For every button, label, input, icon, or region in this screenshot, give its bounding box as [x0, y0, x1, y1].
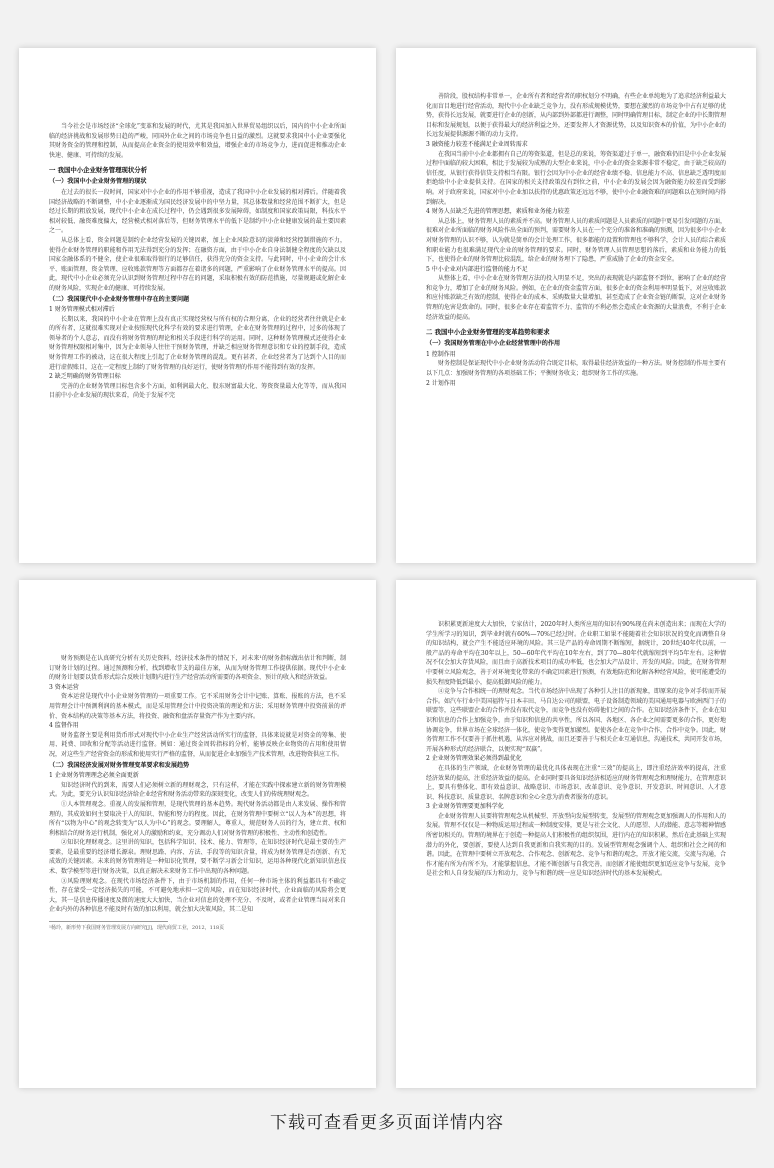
body-paragraph: 从总体上看，资金问题是制约企业经营发展的关键因素，加上企业风险意识的淡薄和经营控制措施的不力，使得企业财务管理的职能和作用无法得到充分的发挥；在融资方面，由于中小企业自身法制健全程度的欠缺以及国家金融体系的不健全，使企业很难取得银行的足够信任，获得充分的资金支持。与此同时，中小企业的会计水平、账面管理、资金管理、应收账款管理等方面都存在着诸多的问题，严重影响了企业财务管理水平的提高。因此，现代中小企业必须充分认识到财务管理过程中存在的问题，采取积极有效的防范措施，尽量规避或化解企业的财务风险，实现企业的健康、可持续发展。 — [49, 236, 346, 292]
numbered-heading: 3 融资能力较差不能满足企业周转需求 — [426, 140, 528, 148]
numbered-heading: 2 计划作用 — [426, 379, 456, 387]
body-paragraph: ①人本管理观念。重视人的发展和管理，是现代管理的基本趋势。现代财务活动都是由人来发展、操作和管理的，其成效如何主要取决于人的知识、智能和努力的程度。因此，在财务管理中要树立“以人为本”的思想，将所有“以物为中心”的观念转变为“以人为中心”的观念。要理解人，尊重人，规范财务人员的行为，建立责、权和利相结合的财务运行机制，强化对人的激励和约束，充分调动人们对财务管理的积极性、主动性和创造性。 — [49, 800, 346, 837]
document-page-2 — [396, 48, 756, 563]
body-paragraph: 从总体上，财务管理人员的素质并不高。财务管理人员的素质问题是人员素质的问题中更易引发问题的方面，很难对企业所面临的财务风险作出全面的预判，需要财务人员在一个充分的准备和准确的预测，因为很多中小企业对财务管理的认识不够，认为就是简单的会计处理工作，很多都能的设置和管理也不够科学，会计人员的综合素质和职业能力也很难满足现代企业的财务管理的要求。同时，财务管理人员管理思想的落后，素质和业务能力的低下，也使得企业的财务管理比较混乱，给企业的财务埋下了隐患，严重威胁了企业的资金安全。 — [426, 217, 727, 264]
body-paragraph: 善阶段，股权结构非常单一，企业所有者和经营者的职权划分不明确，有些企业单纯地为了追求经济利益最大化而盲目地进行经营活动，现代中小企业缺乏竞争力，没有形成规模优势，要想在激烈的市场竞争中占有足够的优势，获得长远发展，就要进行企业的创新，从内部到外部都进行调整，同时明确管理目标，制定企业的中长期管理目标和发展规划，以便于获得最大的经济利益之外，还要发挥人才资源优势，以及知识资本的价值，为中小企业的长远发展提供源源不断的动力支持。 — [426, 93, 727, 139]
document-page-1 — [19, 48, 376, 563]
subsection-heading: （二）我国经济发展对财务管理变革要求和发展趋势 — [49, 761, 190, 769]
body-paragraph: ③风险理财观念。在现代市场经济条件下，由于市场机制的作用，任何一种市场主体的利益都具有不确定性，存在蒙受一定经济损失的可能，不可避免地承担一定的风险，而在知识经济时代，企业面临的风险将会更大，其一是信息传播速度及微的速度大大加快，当企业对信息的处理不充分、不及时，或者企业管理当局对来自企业内外的各种信息不能及时有效的加以利用，就会加大决策风险，其二是知 — [49, 877, 346, 914]
section-heading: 二 我国中小企业财务管理的变革趋势和要求 — [426, 328, 550, 337]
numbered-heading: 1 企业财务管理理念必须全面更新 — [49, 772, 139, 780]
footnote-divider — [49, 921, 168, 922]
body-paragraph: 财务预测是在认真研究分析有关历史资料，经济技术条件的情况下，对未来¹的财务指标做出估计和判断，制订财务计划的过程。通过预测和分析，找到增收节支的最佳方案，从而为财务管理工作提供依据。现代中小企业的财务计划要以货币形式综合反映计划期内进行生产经营活动所需要的各项资金、预计的收入和经济效益。 — [49, 655, 346, 682]
body-paragraph: 资本运营是现代中小企业财务管理的一项重要工作。它不采用财务会计中记账、算账、报账的方法，也不采用管理会计中预测利润的基本模式，而是采用管理会计中投资决策的理论和方法；采用财务管理中投资前景的评价、资本结构的决策等基本方法，将投资、融资和盘活存量资产作为主要内容。 — [49, 693, 346, 720]
subsection-heading: （二）我国现代中小企业财务管理中存在的主要问题 — [49, 295, 190, 303]
numbered-heading: 1 财务管理模式相对滞后 — [49, 306, 115, 314]
body-paragraph: 识积累更新速度大大加快，专家估计，2020年时人类所应用的知识有90%现在尚未创造出来；而现在大学的学生所学习的知识，到毕业时就有60%—70%已经过时。企业职工如果不能随着社会知识状况的变化而调整自身的知识结构，就会产生不能适应环境的风险。其三是产品的寿命周期不断缩短，据统计，20世纪40年代以前，一般产品的寿命平均在30年以上，50—60年代平均在10年左右，到了70—80年代就缩短到平均5年左右。这种情况不仅会加大存货风险，而且由于高新技术项目的成功率低，也会加大产品设计、开发的风险。因此，在财务管理中要树立风险观念，善于对环境变化带来的不确定因素进行预测，有效地防范和化解各种经营风险，使可能遭受的损失程度降低到最小，提高抵御风险的能力。 — [426, 621, 727, 686]
subsection-heading: （一）我国中小企业财务管理的现状 — [49, 178, 147, 186]
numbered-heading: 2 企业财务管理效果必须得到最优化 — [426, 755, 522, 763]
body-paragraph: 知识经济时代的到来，需要人们必须树立新的理财观念，只有这样，才能在实践中探索建立新的财务管理模式。为此，要充分认识知识经济给企业经营和财务活动带来的深刻变化，改变人们的传统理财观念。 — [49, 781, 346, 799]
numbered-heading: 5 中小企业对内部进行监督的能力不足 — [426, 265, 528, 273]
numbered-heading: 2 缺乏明确的财务管理目标 — [49, 373, 121, 381]
body-paragraph: 当今社会是市场经济“全球化”变革和发展的时代，尤其是我国加入世界贸易组织以后，国内的中小企业所面临的经济挑战和发展形势日趋的严峻，同国外企业之间的市场竞争也日益的激烈。这就要求我国中小企业要强化其财务资金的管理和控制，从而提高企业资金的使用效率和效益，增强企业的市场竞争力，进而促进和推动企业快速、健康、可持续的发展。 — [49, 123, 346, 159]
numbered-heading: 3 企业财务管理要更加科学化 — [426, 803, 504, 811]
body-paragraph: 在具体的生产领域，企业财务管理的最优化具体表现在注重“三效”的提高上，即注重经济效率的提高，注重经济效果的提高，注重经济效益的提高。企业同时要具备知识经济相适应的财务管理观念和理财能力，在管理意识上，要具有整体化、即有效益意识、战略意识、市场意识、改革意识、竞争意识、开发意识、时间意识、人才意识、科技意识、质量意识、名牌意识和全心全意为消费者服务的意识。 — [426, 764, 727, 801]
numbered-heading: 4 监督作用 — [49, 722, 79, 730]
body-paragraph: 长期以来，我国的中小企业在管理上没有真正实现经营权与所有权的合理分离，企业的经营者往往就是企业的所有者，这就很难实现对企业按照现代化科学有效的要求进行管理，企业在财务管理的过程中，过多的体现了领导者的个人意志，而没有将财务管理的理论和相关手段进行科学的运用。同时，这种财务管理模式还使得企业财务管理权限相对集中，因为企业领导人往往干预财务管理，并缺乏相应财务管理意识和专业的控制手段，造成财务管理工作的被动，这在很大程度上引起了企业财务管理的混乱。更有甚者，企业经营者为了达到个人目的而进行虚假账目，这在一定程度上制约了财务管理的良好运行，使财务管理的作用不能得到有效的发挥。 — [49, 315, 346, 371]
body-paragraph: 在过去的很长一段时间，国家对中小企业的作用不够重视，造成了我国中小企业发展的相对滞后。伴随着我国经济战略的不断调整，中小企业逐渐成为国民经济发展中的中坚力量，其总体数量和经营范围不断扩大，但是经过长期的粗放发展，现代中小企业在成长过程中，仍会遇到很多发展障碍，如制度和国家政策局限，科技水平相对较低、融资难度偏大，经营模式相对落后等，但财务管理水平的低下是制约中小企业健康发展的最主要因素之一。 — [49, 188, 346, 235]
footnote: ¹杨玲，新形势下我国财务管理发展方向研究[J]，现代商贸工业，2012，118页 — [49, 925, 225, 932]
body-paragraph: 财务控制是保证现代中小企业财务活动符合既定目标，取得最佳经济效益的一种方法。财务控制的作用主要有以下几点：加强财务管理的各项基础工作；平衡财务收支；组织财务工作的实施。 — [426, 360, 727, 378]
numbered-heading: 1 控制作用 — [426, 350, 456, 358]
body-paragraph: 企业财务管理人员要将管理观念从机械型、开放型向发展型转变，发展型的管理观念更加强调人的作用和人的发展。管理不仅仅是一种物质运用过程或一种制度安排，更是与社会文化、人的愿望、人的潜能、意志等精神情感所密切相关的。管理的境界在于创造一种提高人们积极性的组织氛围，进行内在的知识积累，然后在此基础上实现潜力的外化，要创新，要使人达到自我更新和自我实现的目的。发展型管理观念强调个人、组织和社会之间的和谐。因此，在管理中要树立开放观念、合作观念、创新观念、竞争与和谐的观念，开放才能交流，交流与沟通，合作才能有所为有所不为，才能掌握信息，才能不断创新与自我完善，而创新才能使组织更加适应竞争与发展，竞争是社会和人自身发展的压力和动力，竞争与和谐的统一应是知识经济时代的基本发展模式。 — [426, 812, 727, 878]
subsection-heading: （一）我国财务管理在中小企业经营管理中的作用 — [426, 340, 561, 348]
body-paragraph: ②知识化理财观念。这里讲的知识，包括科学知识、技术、能力、管理等，在知识经济时代是最主要的生产要素，是最重要的经济增长源泉。理财思路、内容、方法、手段等的知识含量，将成为财务管理是否创新、有无成效的关键因素。未来的财务管理将是一种知识化管理，要不断学习新会计知识，运用各种现代化新知识信息技术、数学模型等进行财务决策，以真正解决未来财务工作中出现的各种问题。 — [49, 839, 346, 876]
body-paragraph: ④竞争与合作相统一的理财观念。当代市场经济中出现了各种引人注目的新现象，即原来的竞争对手转而开展合作。如汽车行业中美国福特与日本丰田、马自达公司的联盟，电子设备制造领域的美国通用电器与欧洲西门子的联盟等，这些联盟企业的合作并没有取代竞争，而竞争也没有妨碍他们之间的合作。在知识经济条件下，企业在知识和信息的合作上加强竞争，由于知识和信息的共享性，所以各国、各地区、各企业之间需要更多的合作，更好地协调竞争，世界市场在全球经济一体化，使竞争变得更加激烈。促使各企业在竞争中合作，合作中竞争。因此，财务管理工作不仅要善于抓住机遇，从容应对挑战，而且还要善于与相关企业互通信息，沟通技术，共同开发市场，开展各种形式的经济联合，以便实现“双赢”。 — [426, 688, 727, 753]
body-paragraph: 在我国当前中小企业都拥有自己的筹资渠道，但是总的来说，筹资渠道过于单一，融资难仍旧是中小企业发展过程中面临的较大困难，相比于发展较为成熟的大型企业来说，中小企业的资金来源非常不稳定，由于缺乏较高的信任度，从银行获得信贷支持相当有限。银行会因为中小企业的经营业绩不稳、信息能力不高、信息缺乏透明度而拒绝给中小企业提供支持。在国家的相关支持政策没有到位之前，中小企业的发展会因为融资能力较差而受到影响。对于政府来说，国家对中小企业加以扶持的优惠政策还远远不够，使中小企业融资难的问题难以在短时间内得到解决。 — [426, 150, 727, 206]
body-paragraph: 完善的企业财务管理目标包含多个方面，如利润最大化、股东财富最大化、筹资资量最大化等等，而从我国目前中小企业发展的现状来看，尚处于发展不完 — [49, 382, 346, 400]
document-page-3 — [19, 580, 376, 1088]
numbered-heading: 4 财务人员缺乏先进的管理思想，素质和业务能力较差 — [426, 208, 570, 216]
section-heading: 一 我国中小企业财务管理现状分析 — [49, 166, 148, 175]
document-page-4 — [396, 580, 756, 1088]
download-more-caption[interactable]: 下载可查看更多页面详情内容 — [270, 1113, 504, 1133]
numbered-heading: 3 资本运营 — [49, 683, 79, 691]
body-paragraph: 从整体上看，中小企业在财务管理方法的投入明显不足，突出的表现就是内部监督不到位，影响了企业的经营和竞争力，增加了企业的财务风险。例如，在企业的资金监管方面，很多企业的资金利用率明显低下，对应收账款和应付账款缺乏有效的控制，使得企业的成本、采购数量大量增加，甚至造成了企业资金链的断裂，这对企业财务管理的危害是致命的。同时，很多企业存在着监管不力、监管的不利必然会造成企业资源的大量浪费，不利于企业经济效益的提高。 — [426, 275, 727, 321]
body-paragraph: 财务监督主要是利用货币形式对现代中小企业生产经营活动所实行的监督，具体来说就是对资金的筹集、使用、耗费、回收和分配等活动进行监督。例如：通过资金周转指标的分析，能够反映企业物资的占用和使用情况，对这些生产经营资金的形成和使用实行严格的监督，从而促进企业加强生产技术管理，改进物资供应工作。 — [49, 731, 346, 758]
